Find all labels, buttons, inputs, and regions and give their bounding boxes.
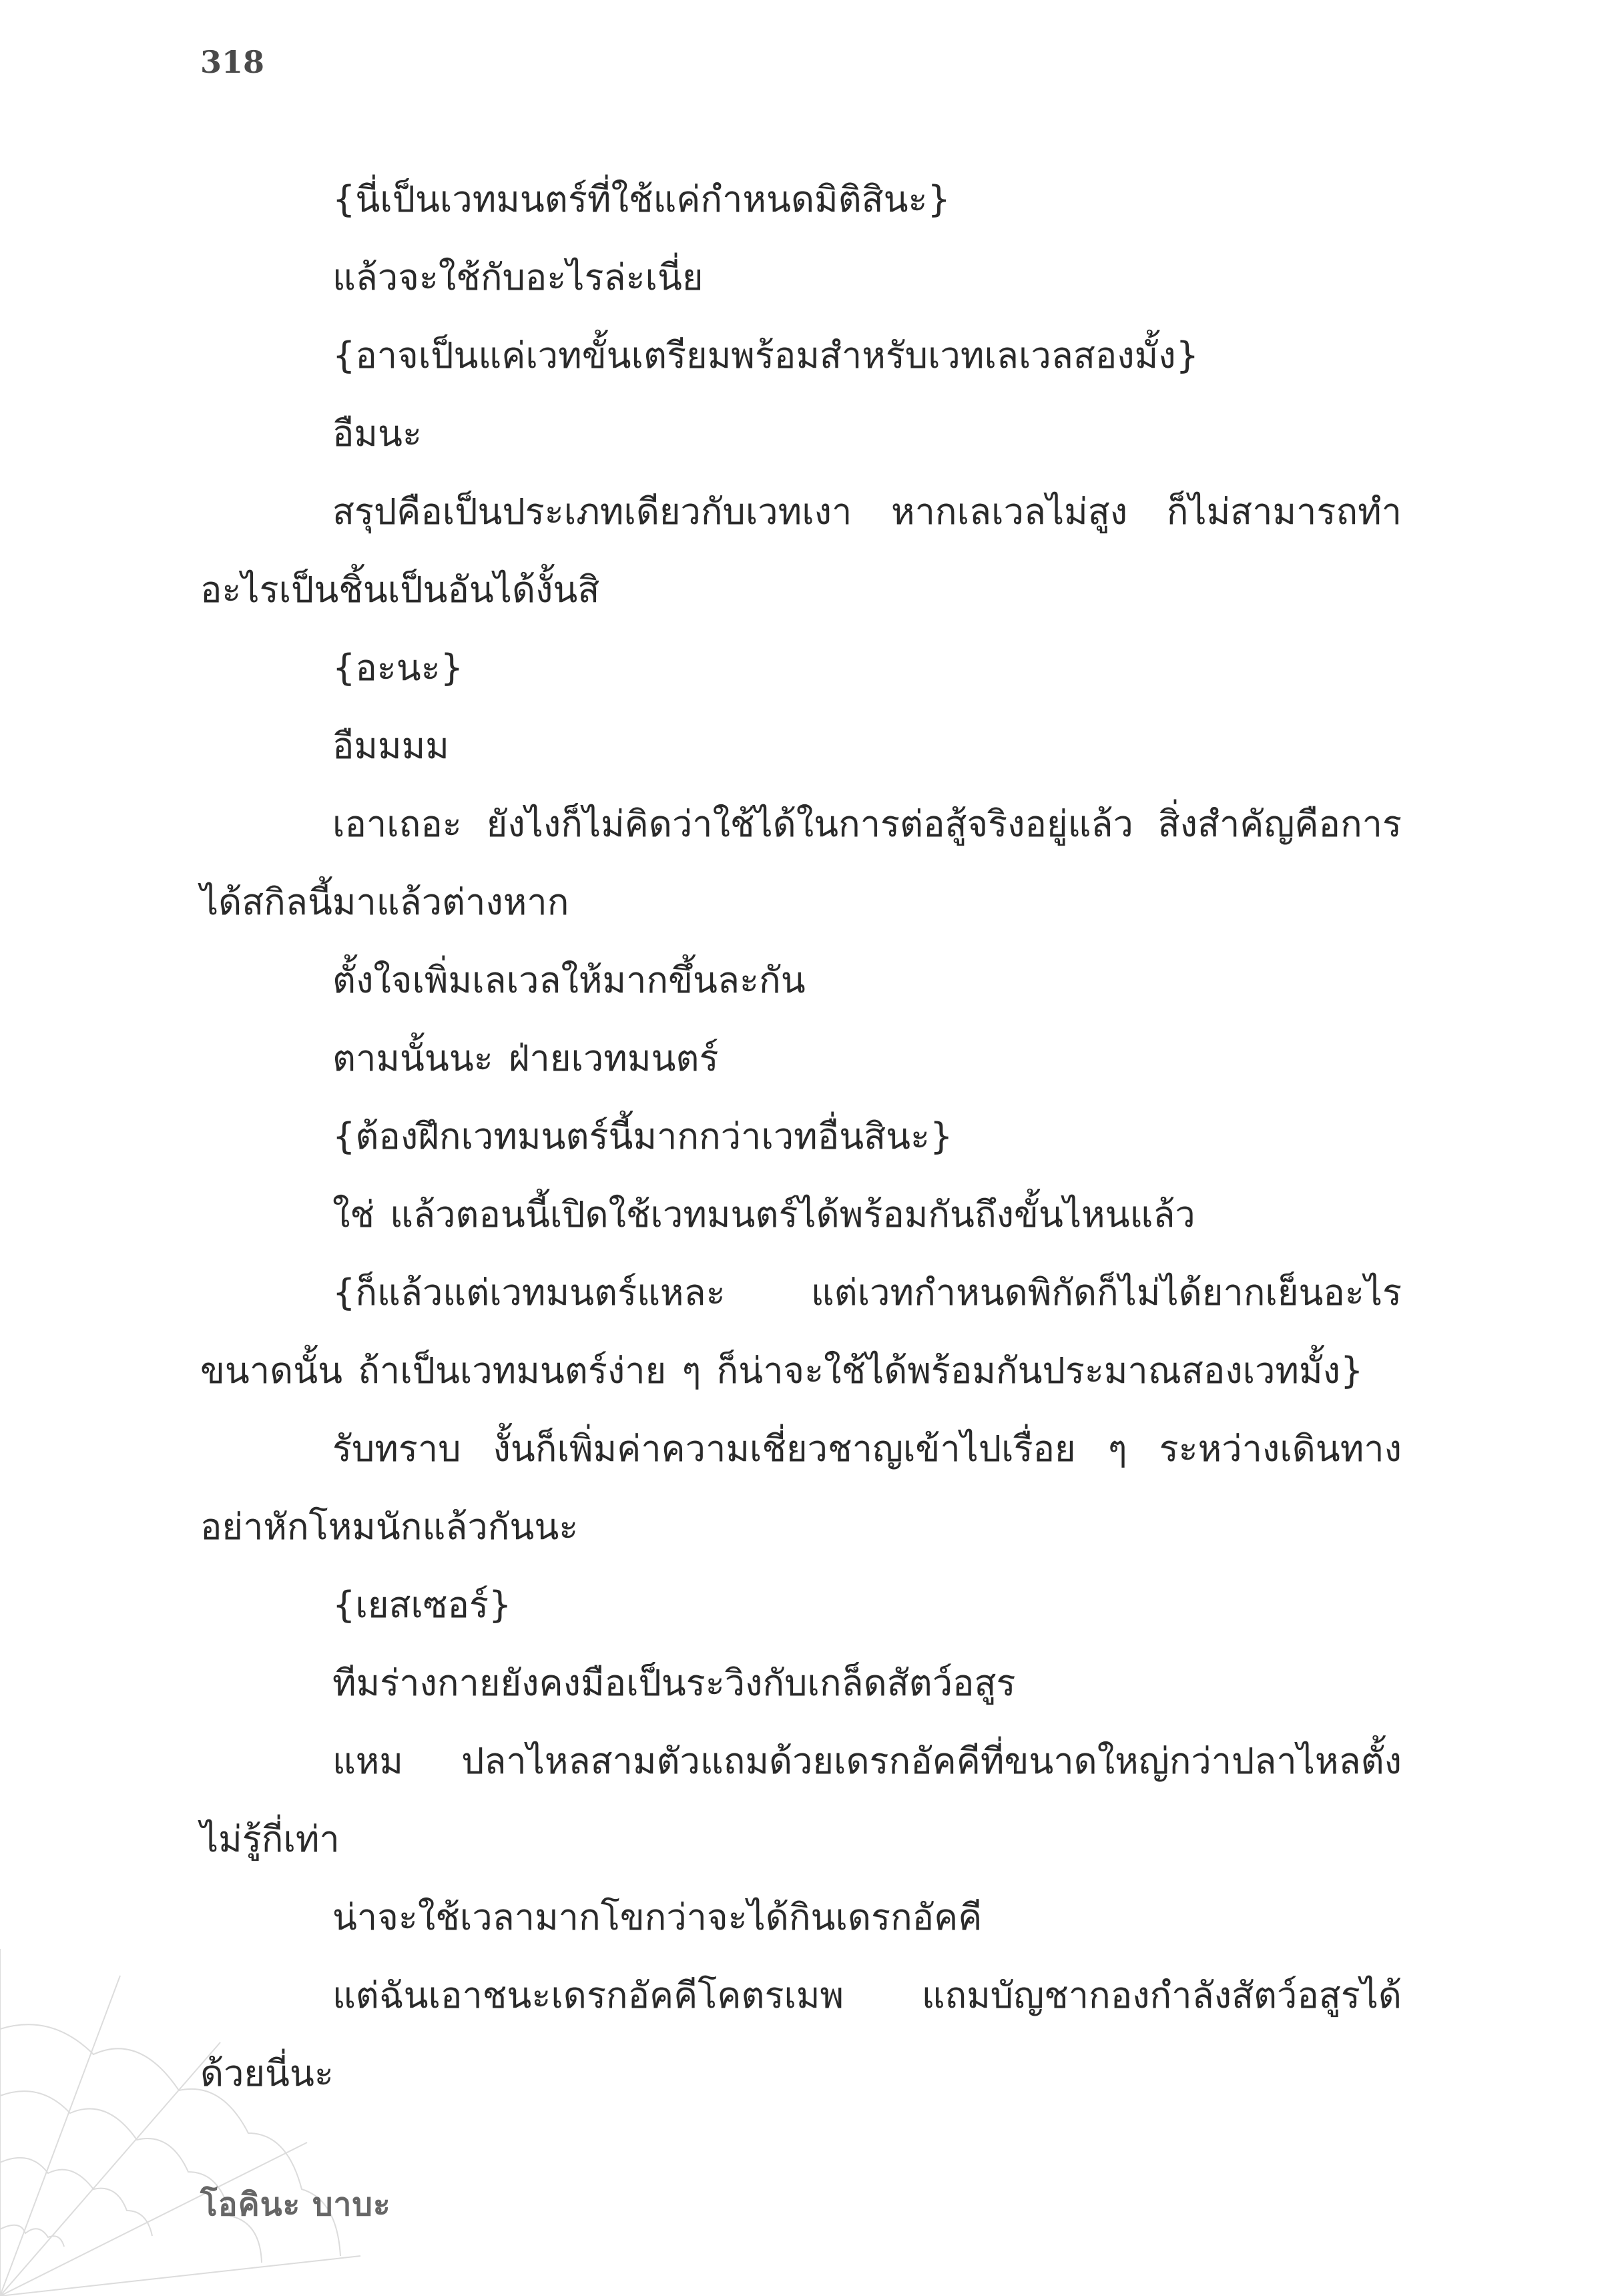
page-number: 318 [200,44,265,80]
paragraph: ตามนั้นนะ ฝ่ายเวทมนตร์ [332,1037,719,1079]
paragraph: {ก็แล้วแต่เวทมนตร์แหละ แต่เวทกำหนดพิกัดก็ไม่ได้ยากเย็นอะไรขนาดนั้น ถ้าเป็นเวทมนตร์ง่าย ๆ ก็น่าจะใช้ได้พร้อมกันประมาณสองเวทมั้ง} [200,1271,1402,1392]
spider-web-decoration [0,1949,374,2296]
paragraph: {ต้องฝึกเวทมนตร์นี้มากกว่าเวทอื่นสินะ} [332,1115,953,1157]
paragraph: {อะนะ} [332,647,464,689]
paragraph: อืมนะ [332,412,422,455]
paragraph: ทีมร่างกายยังคงมือเป็นระวิงกับเกล็ดสัตว์อสูร [332,1662,1016,1704]
paragraph: {อาจเป็นแค่เวทขั้นเตรียมพร้อมสำหรับเวทเลเวลสองมั้ง} [332,334,1199,376]
paragraph: ใช่ แล้วตอนนี้เปิดใช้เวทมนตร์ได้พร้อมกันถึงขั้นไหนแล้ว [332,1193,1195,1235]
paragraph: รับทราบ งั้นก็เพิ่มค่าความเชี่ยวชาญเข้าไปเรื่อย ๆ ระหว่างเดินทาง อย่าหักโหมนักแล้วกันนะ [200,1428,1402,1548]
paragraph: น่าจะใช้เวลามากโขกว่าจะได้กินเดรกอัคคี [332,1896,983,1938]
paragraph: {เยสเซอร์} [332,1584,512,1626]
paragraph: แหม ปลาไหลสามตัวแถมด้วยเดรกอัคคีที่ขนาดใหญ่กว่าปลาไหลตั้งไม่รู้กี่เท่า [200,1740,1402,1860]
paragraph: ตั้งใจเพิ่มเลเวลให้มากขึ้นละกัน [332,959,806,1001]
paragraph: สรุปคือเป็นประเภทเดียวกับเวทเงา หากเลเวลไม่สูง ก็ไม่สามารถทำอะไรเป็นชิ้นเป็นอันได้งั้นสิ [200,491,1402,611]
paragraph: อืมมมม [332,725,449,767]
paragraph: {นี่เป็นเวทมนตร์ที่ใช้แค่กำหนดมิติสินะ} [332,178,951,220]
paragraph: เอาเถอะ ยังไงก็ไม่คิดว่าใช้ได้ในการต่อสู้จริงอยู่แล้ว สิ่งสำคัญคือการได้สกิลนี้มาแล้วต่างหาก [200,803,1402,923]
paragraph: แล้วจะใช้กับอะไรล่ะเนี่ย [332,256,704,298]
body-text [200,160,1402,2112]
footer-author: โอคินะ บาบะ [200,2186,391,2223]
paragraph: แต่ฉันเอาชนะเดรกอัคคีโคตรเมพ แถมบัญชากองกำลังสัตว์อสูรได้ด้วยนี่นะ [200,1974,1402,2094]
